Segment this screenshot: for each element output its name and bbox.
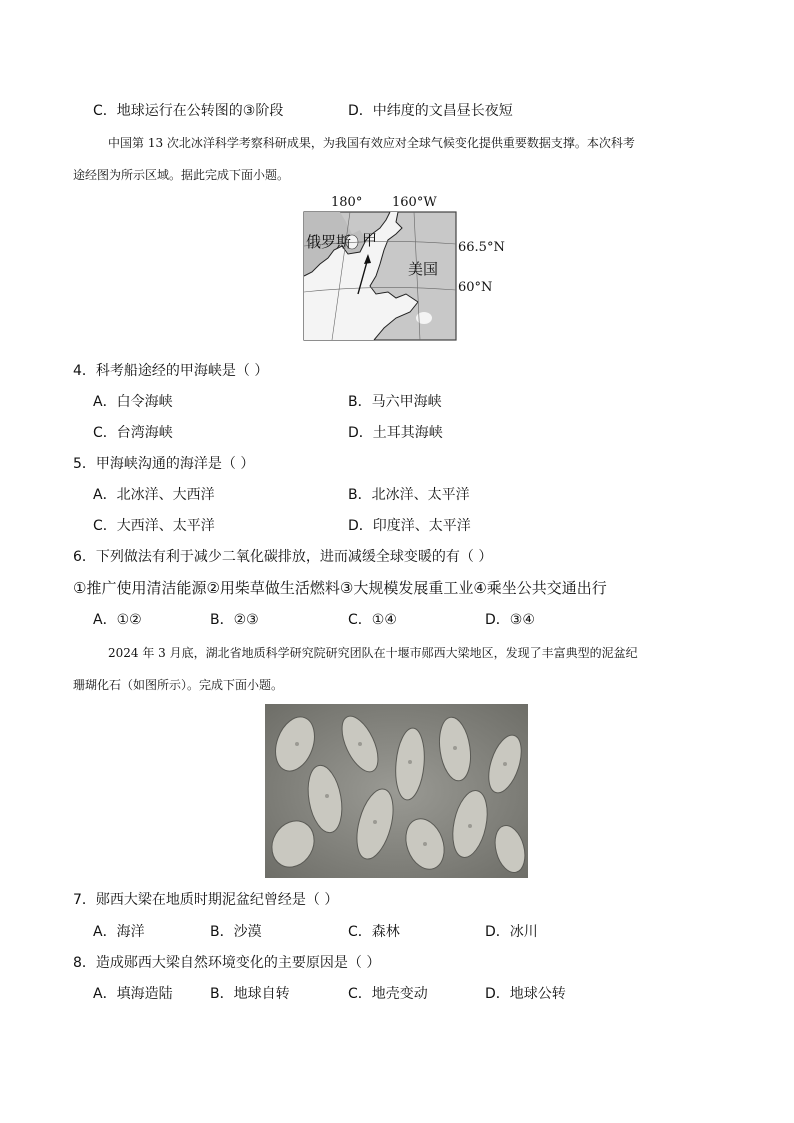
q6-option-d: D．③④: [485, 612, 535, 628]
q7-option-d: D．冰川: [485, 924, 538, 940]
q6-option-c: C．①④: [348, 612, 397, 628]
passage2-line2: 珊瑚化石（如图所示）。完成下面小题。: [73, 678, 284, 692]
q3-option-d: D．中纬度的文昌昼长夜短: [348, 103, 513, 119]
q7-option-c: C．森林: [348, 924, 400, 940]
q5-option-a: A．北冰洋、大西洋: [93, 487, 215, 503]
q8-stem: 8．造成郧西大梁自然环境变化的主要原因是（ ）: [73, 955, 381, 971]
q8-option-d: D．地球公转: [485, 986, 566, 1002]
q6-items: ①推广使用清洁能源②用柴草做生活燃料③大规模发展重工业④乘坐公共交通出行: [73, 579, 607, 597]
q4-option-c: C．台湾海峡: [93, 425, 173, 441]
q7-option-a: A．海洋: [93, 924, 145, 940]
q5-option-b: B．北冰洋、太平洋: [348, 487, 470, 503]
q8-option-a: A．填海造陆: [93, 986, 173, 1002]
label-lat-665: 66.5°N: [458, 240, 505, 255]
label-russia: 俄罗斯: [306, 233, 352, 251]
passage1-line2: 途经图为所示区域。据此完成下面小题。: [73, 168, 290, 182]
label-jia: 甲: [362, 231, 378, 249]
island: [416, 312, 432, 324]
q5-option-c: C．大西洋、太平洋: [93, 518, 215, 534]
q4-option-d: D．土耳其海峡: [348, 425, 443, 441]
q8-option-c: C．地壳变动: [348, 986, 428, 1002]
q7-option-b: B．沙漠: [210, 924, 262, 940]
bering-strait-map: [300, 194, 510, 344]
label-lon-180: 180°: [331, 195, 363, 210]
q8-option-b: B．地球自转: [210, 986, 290, 1002]
q5-option-d: D．印度洋、太平洋: [348, 518, 471, 534]
coral-fossil-photo: [265, 704, 528, 878]
q6-stem: 6．下列做法有利于减少二氧化碳排放，进而减缓全球变暖的有（ ）: [73, 549, 493, 565]
q3-option-c: C．地球运行在公转图的③阶段: [93, 103, 284, 119]
q4-stem: 4．科考船途经的甲海峡是（ ）: [73, 363, 269, 379]
label-usa: 美国: [408, 260, 439, 278]
label-lon-160w: 160°W: [392, 195, 437, 210]
q6-option-a: A．①②: [93, 612, 142, 628]
passage2-line1: 2024 年 3 月底，湖北省地质科学研究院研究团队在十堰市郧西大梁地区，发现了丰富典型的泥盆纪: [108, 646, 638, 660]
label-lat-60: 60°N: [458, 280, 493, 295]
q4-option-a: A．白令海峡: [93, 394, 173, 410]
q7-stem: 7．郧西大梁在地质时期泥盆纪曾经是（ ）: [73, 892, 339, 908]
q6-option-b: B．②③: [210, 612, 259, 628]
q4-option-b: B．马六甲海峡: [348, 394, 442, 410]
q5-stem: 5．甲海峡沟通的海洋是（ ）: [73, 456, 255, 472]
passage1-line1: 中国第 13 次北冰洋科学考察科研成果，为我国有效应对全球气候变化提供重要数据支撑。本次科考: [108, 136, 635, 150]
